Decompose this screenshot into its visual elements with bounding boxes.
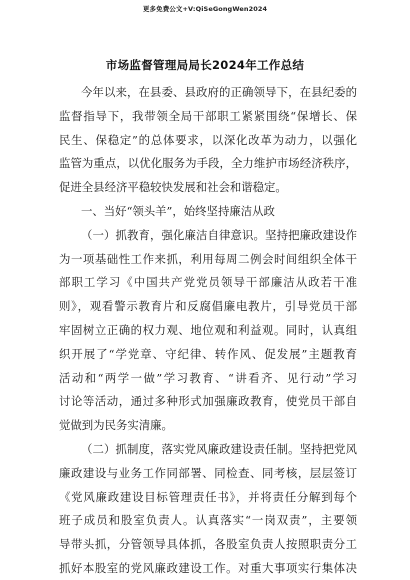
header-watermark-note: 更多免费公文+V:QiSeGongWen2024 — [142, 5, 268, 13]
body-line: 部职工学习《中国共产党党员领导干部廉洁从政若干准 — [59, 275, 357, 289]
body-line: 班子成员和股室负责人。认真落实“一岗双责”，主要领 — [59, 513, 357, 527]
document-title: 市场监督管理局局长2024年工作总结 — [105, 58, 305, 72]
body-line: （一）抓教育，强化廉洁自律意识。坚持把廉政建设作 — [81, 228, 357, 242]
body-line: 织开展了“学党章、守纪律、转作风、促发展”主题教育 — [59, 347, 357, 361]
body-line: 活动和“两学一做”学习教育、“讲看齐、见行动”学习 — [59, 371, 357, 385]
body-line: 为一项基础性工作来抓，利用每周二例会时间组织全体干 — [59, 252, 357, 266]
body-line: 监督指导下，我带领全局干部职工紧紧围绕“保增长、保 — [59, 109, 357, 123]
body-line: 则》，观看警示教育片和反腐倡廉电教片，引导党员干部 — [59, 299, 357, 313]
body-line: 廉政建设与业务工作同部署、同检查、同考核，层层签订 — [59, 466, 357, 480]
body-line: （二）抓制度，落实党风廉政建设责任制。坚持把党风 — [81, 442, 357, 456]
body-line: 今年以来，在县委、县政府的正确领导下，在县纪委的 — [81, 85, 357, 99]
body-line: 牢固树立正确的权力观、地位观和利益观。同时，认真组 — [59, 323, 357, 337]
body-line: 抓好本股室的党风廉政建设工作。对重大事项实行集体决 — [59, 561, 357, 575]
body-line: 讨论等活动，通过多种形式加强廉政教育，使党员干部自 — [59, 394, 357, 408]
body-line: 《党风廉政建设目标管理责任书》，并将责任分解到每个 — [59, 490, 357, 504]
body-line: 觉做到为民务实清廉。 — [59, 418, 173, 432]
body-line: 民生、保稳定”的总体要求，以深化改革为动力，以强化 — [59, 133, 357, 147]
body-line: 导带头抓，分管领导具体抓，各股室负责人按照职责分工 — [59, 537, 357, 551]
body-line: 监管为重点，以优化服务为手段，全力维护市场经济秩序， — [59, 156, 357, 170]
body-line: 促进全县经济平稳较快发展和社会和谐稳定。 — [59, 180, 287, 194]
section-heading: 一、当好“领头羊”，始终坚持廉洁从政 — [81, 204, 275, 218]
